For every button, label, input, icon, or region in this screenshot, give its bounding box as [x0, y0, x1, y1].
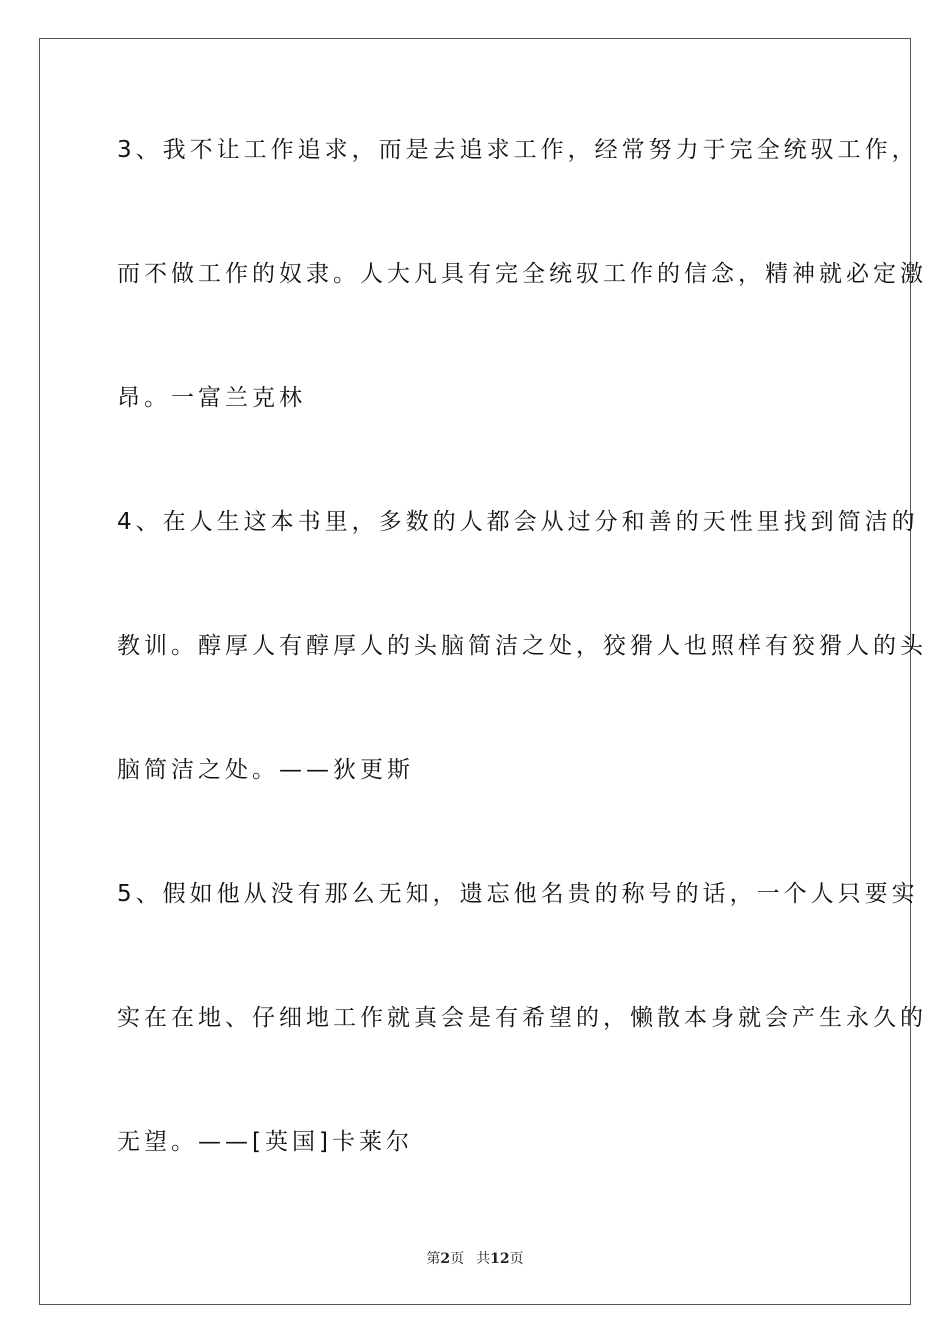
text-line: 昂。一富兰克林: [117, 385, 306, 411]
text-line: 5、假如他从没有那么无知，遗忘他名贵的称号的话，一个人只要实: [117, 881, 919, 907]
page-prefix: 第: [426, 1251, 441, 1267]
text-line: 无望。——[英国]卡莱尔: [117, 1129, 413, 1155]
current-page-number: 2: [440, 1251, 451, 1267]
text-line: 而不做工作的奴隶。人大凡具有完全统驭工作的信念，精神就必定激: [117, 261, 927, 287]
page-suffix: 页: [450, 1251, 465, 1267]
text-line: 教训。醇厚人有醇厚人的头脑简洁之处，狡猾人也照样有狡猾人的头: [117, 633, 927, 659]
total-page-number: 12: [490, 1251, 510, 1267]
text-line: 实在在地、仔细地工作就真会是有希望的，懒散本身就会产生永久的: [117, 1005, 927, 1031]
total-prefix: 共: [476, 1251, 491, 1267]
text-line: 脑简洁之处。——狄更斯: [117, 757, 414, 783]
text-line: 3、我不让工作追求，而是去追求工作，经常努力于完全统驭工作，: [117, 137, 919, 163]
total-suffix: 页: [509, 1251, 524, 1267]
page-footer: [0, 1248, 950, 1268]
page-frame: [39, 38, 911, 1305]
text-line: 4、在人生这本书里，多数的人都会从过分和善的天性里找到简洁的: [117, 509, 919, 535]
